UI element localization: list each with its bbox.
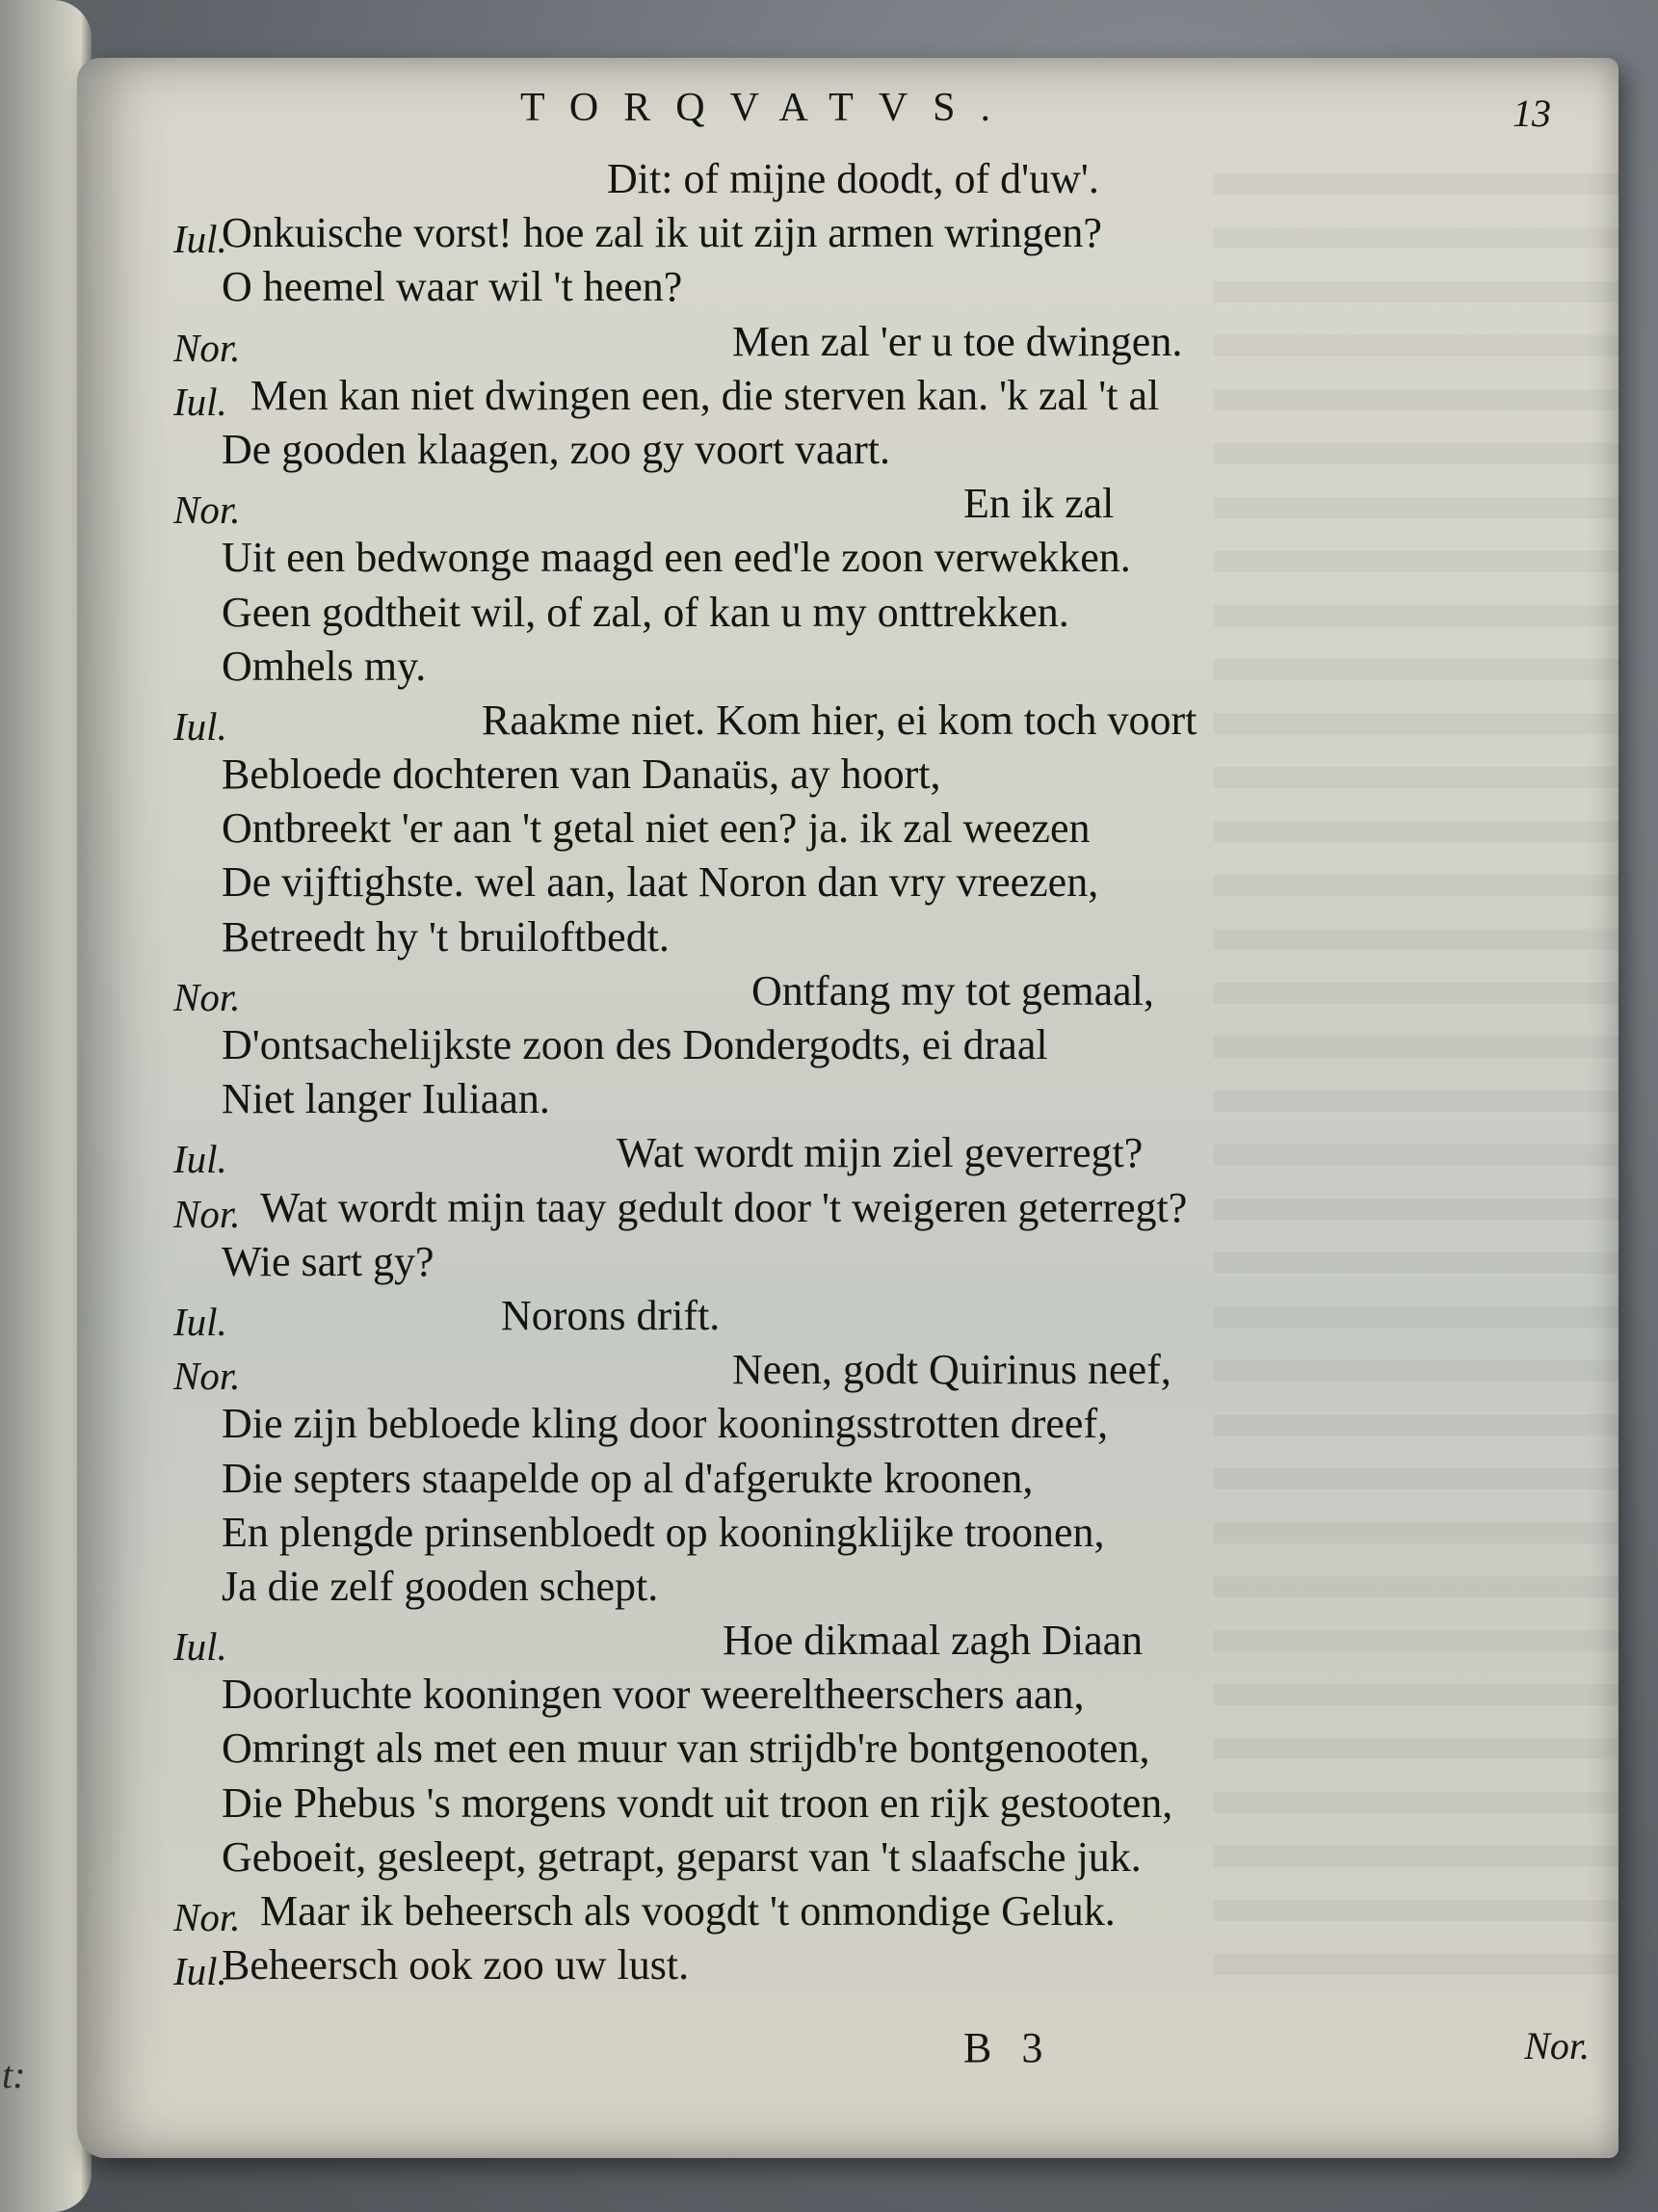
verse-line xyxy=(77,1126,1619,1180)
verse-line xyxy=(77,1072,1619,1126)
verse-line xyxy=(77,423,1619,477)
verse-text-line: Raakme niet. Kom hier, ei kom toch voort xyxy=(482,696,1197,744)
verse-text-line: Ontbreekt 'er aan 't getal niet een? ja. ik zal weezen xyxy=(222,804,1091,853)
verse-line xyxy=(77,1452,1619,1506)
verse-text-line: Ontfang my tot gemaal, xyxy=(751,966,1154,1014)
verse-line xyxy=(77,1938,1619,1992)
speaker-label: Iul. xyxy=(173,217,227,262)
verse-text-line: Omringt als met een muur van strijdb're bontgenooten, xyxy=(222,1725,1150,1773)
verse-text-line: Die Phebus 's morgens vondt uit troon en rijk gestooten, xyxy=(222,1778,1173,1827)
verse-line xyxy=(77,1777,1619,1830)
speaker-label: Nor. xyxy=(173,487,241,533)
verse-text-line: D'ontsachelijkste zoon des Dondergodts, ei draal xyxy=(222,1021,1048,1068)
verse-text-line: Ja die zelf gooden schept. xyxy=(222,1562,659,1610)
verse-text-line: Bebloede dochteren van Danaüs, ay hoort, xyxy=(222,750,941,799)
page-footer xyxy=(77,2023,1619,2081)
verse-text-line: Omhels my. xyxy=(222,642,427,690)
verse-text-line: Hoe dikmaal zagh Diaan xyxy=(723,1617,1144,1665)
verse-text-line: Wat wordt mijn ziel geverregt? xyxy=(617,1129,1144,1177)
verse-line xyxy=(77,369,1619,423)
verse-line xyxy=(77,1018,1619,1072)
verse-line xyxy=(77,152,1619,206)
verse-text-line: O heemel waar wil 't heen? xyxy=(222,263,683,311)
verse-text-line: Die septers staapelde op al d'afgerukte kroonen, xyxy=(222,1454,1034,1502)
verse-line xyxy=(77,802,1619,856)
verse-text-line: Men kan niet dwingen een, die sterven kan. 'k zal 't al xyxy=(250,371,1160,419)
verse-text-line: En ik zal xyxy=(963,480,1115,528)
verse-text-line: Maar ik beheersch als voogdt 't onmondige Geluk. xyxy=(260,1887,1116,1935)
verse-line xyxy=(77,1560,1619,1614)
verse-text-line: Norons drift. xyxy=(501,1291,721,1339)
speaker-label: Nor. xyxy=(173,1191,241,1236)
verse-line xyxy=(77,586,1619,640)
verse-text xyxy=(77,152,1619,1992)
speaker-label: Nor. xyxy=(173,1895,241,1939)
verse-line xyxy=(77,640,1619,694)
verse-line xyxy=(77,260,1619,314)
verse-line xyxy=(77,1506,1619,1560)
verse-text-line: Wat wordt mijn taay gedult door 't weigeren geterregt? xyxy=(260,1183,1188,1231)
speaker-label: Nor. xyxy=(173,974,241,1019)
facing-page-text: t: xyxy=(2,2053,26,2096)
verse-text-line: Men zal 'er u toe dwingen. xyxy=(732,317,1183,365)
verse-text-line: Neen, godt Quirinus neef, xyxy=(732,1346,1171,1394)
speaker-label: Nor. xyxy=(173,325,241,370)
verse-text-line: Geboeit, gesleept, getrapt, geparst van 't slaafsche juk. xyxy=(222,1832,1142,1881)
verse-text-line: Wie sart gy? xyxy=(222,1237,434,1285)
verse-text-line: Doorluchte kooningen voor weereltheerschers aan, xyxy=(222,1671,1085,1719)
verse-line xyxy=(77,1614,1619,1668)
verse-line xyxy=(77,1181,1619,1235)
speaker-label: Iul. xyxy=(173,1624,227,1670)
book-page xyxy=(77,58,1619,2158)
catchword: Nor. xyxy=(1524,2024,1590,2067)
verse-text-line: Dit: of mijne doodt, of d'uw'. xyxy=(607,155,1099,202)
verse-line xyxy=(77,694,1619,748)
verse-text-line: De gooden klaagen, zoo gy voort vaart. xyxy=(222,425,890,473)
verse-text-line: De vijftighste. wel aan, laat Noron dan vry vreezen, xyxy=(222,858,1099,907)
speaker-label: Iul. xyxy=(173,703,227,749)
verse-text-line: En plengde prinsenbloedt op kooningklijke troonen, xyxy=(222,1508,1105,1556)
verse-text-line: Niet langer Iuliaan. xyxy=(222,1075,550,1123)
verse-line xyxy=(77,856,1619,909)
speaker-label: Iul. xyxy=(173,1949,227,1994)
verse-line xyxy=(77,315,1619,369)
speaker-label: Iul. xyxy=(173,1299,227,1344)
page-number: 13 xyxy=(1513,92,1551,135)
verse-line xyxy=(77,748,1619,802)
verse-line xyxy=(77,910,1619,964)
speaker-label: Iul. xyxy=(173,379,227,424)
verse-line xyxy=(77,1235,1619,1289)
verse-line xyxy=(77,477,1619,531)
verse-text-line: Betreedt hy 't bruiloftbedt. xyxy=(222,912,670,961)
verse-line xyxy=(77,1668,1619,1722)
verse-line xyxy=(77,964,1619,1018)
page-header xyxy=(77,85,1619,152)
verse-text-line: Geen godtheit wil, of zal, of kan u my onttrekken. xyxy=(222,588,1069,636)
speaker-label: Iul. xyxy=(173,1137,227,1182)
verse-line xyxy=(77,1830,1619,1884)
verse-line xyxy=(77,531,1619,585)
verse-line xyxy=(77,1289,1619,1343)
signature-mark: B 3 xyxy=(963,2024,1053,2071)
verse-text-line: Beheersch ook zoo uw lust. xyxy=(222,1941,690,1989)
verse-line xyxy=(77,1343,1619,1397)
verse-text-line: Onkuische vorst! hoe zal ik uit zijn armen wringen? xyxy=(222,209,1102,257)
verse-line xyxy=(77,1884,1619,1938)
verse-line xyxy=(77,1397,1619,1451)
verse-text-line: Die zijn bebloede kling door kooningsstrotten dreef, xyxy=(222,1400,1109,1448)
verse-line xyxy=(77,206,1619,260)
verse-line xyxy=(77,1722,1619,1776)
verse-text-line: Uit een bedwonge maagd een eed'le zoon verwekken. xyxy=(222,534,1131,582)
speaker-label: Nor. xyxy=(173,1354,241,1399)
running-title: TORQVATVS. xyxy=(520,86,1016,130)
